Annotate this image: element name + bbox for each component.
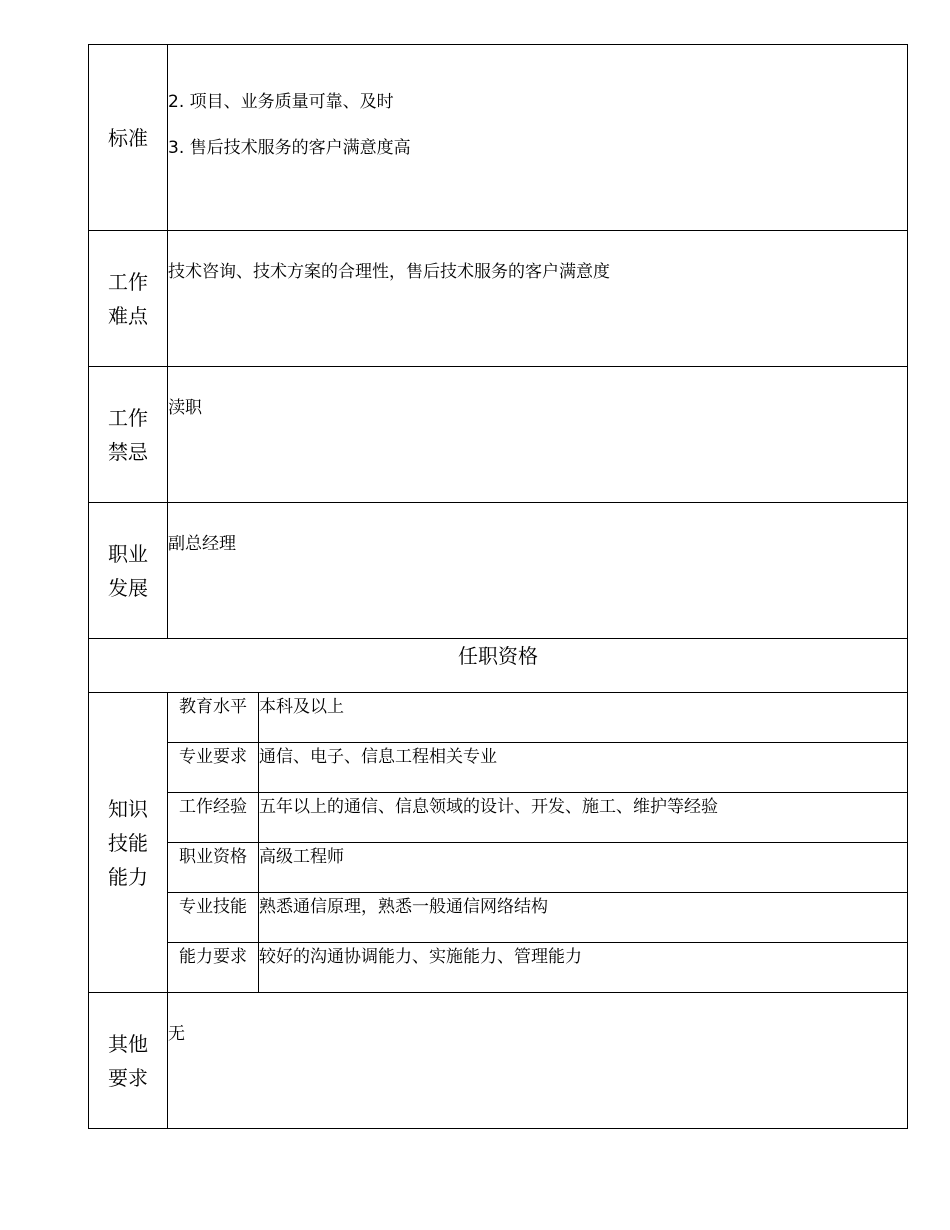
taboo-value: 渎职 — [168, 398, 202, 418]
standard-row — [89, 45, 908, 231]
standard-label-cell — [89, 45, 168, 231]
other-value: 无 — [168, 1024, 185, 1044]
skill-value: 熟悉通信原理，熟悉一般通信网络结构 — [259, 893, 908, 943]
skill-row — [89, 843, 908, 893]
other-row — [89, 993, 908, 1129]
career-row — [89, 503, 908, 639]
difficulty-label-cell — [89, 231, 168, 367]
skill-sublabel: 职业资格 — [168, 843, 259, 893]
career-label: 职业发展 — [108, 541, 148, 600]
skills-label-cell — [89, 693, 168, 993]
skill-value: 五年以上的通信、信息领域的设计、开发、施工、维护等经验 — [259, 793, 908, 843]
career-label-cell — [89, 503, 168, 639]
skill-sublabel: 专业要求 — [168, 743, 259, 793]
taboo-content — [168, 367, 908, 503]
skill-value: 通信、电子、信息工程相关专业 — [259, 743, 908, 793]
difficulty-content — [168, 231, 908, 367]
skills-label: 知识技能能力 — [108, 796, 148, 889]
skill-sublabel: 工作经验 — [168, 793, 259, 843]
skill-value: 较好的沟通协调能力、实施能力、管理能力 — [259, 943, 908, 993]
standard-line-2: 3. 售后技术服务的客户满意度高 — [168, 138, 411, 158]
skill-row — [89, 743, 908, 793]
skill-value: 本科及以上 — [259, 693, 908, 743]
standard-line-1: 2. 项目、业务质量可靠、及时 — [168, 92, 394, 112]
skill-sublabel: 能力要求 — [168, 943, 259, 993]
standard-content-cell — [168, 45, 908, 231]
taboo-label: 工作禁忌 — [108, 405, 148, 464]
other-content — [168, 993, 908, 1129]
career-value: 副总经理 — [168, 534, 236, 554]
other-label: 其他要求 — [108, 1031, 148, 1090]
skill-sublabel: 教育水平 — [168, 693, 259, 743]
skill-sublabel: 专业技能 — [168, 893, 259, 943]
standard-label: 标准 — [108, 125, 148, 150]
taboo-label-cell — [89, 367, 168, 503]
job-description-table — [88, 44, 908, 1129]
skill-row — [89, 943, 908, 993]
skill-row — [89, 893, 908, 943]
difficulty-row — [89, 231, 908, 367]
difficulty-value: 技术咨询、技术方案的合理性，售后技术服务的客户满意度 — [168, 262, 610, 282]
skill-value: 高级工程师 — [259, 843, 908, 893]
career-content — [168, 503, 908, 639]
section-title: 任职资格 — [89, 639, 908, 693]
other-label-cell — [89, 993, 168, 1129]
difficulty-label: 工作难点 — [108, 269, 148, 328]
skill-row — [89, 693, 908, 743]
taboo-row — [89, 367, 908, 503]
skill-row — [89, 793, 908, 843]
section-title-row — [89, 639, 908, 693]
